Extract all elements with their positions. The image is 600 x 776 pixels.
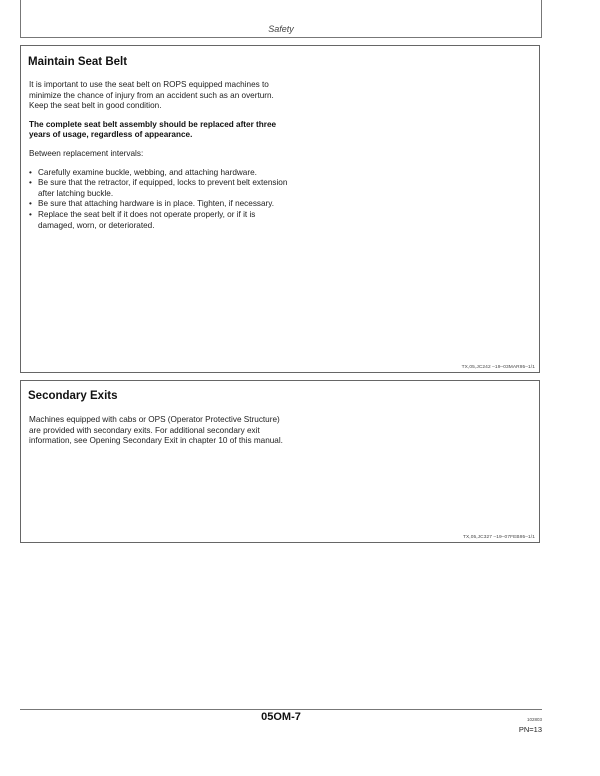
list-item: • Be sure that the retractor, if equipped, locks to prevent belt extension after latching buckle.: [29, 178, 289, 199]
list-item: • Carefully examine buckle, webbing, and attaching hardware.: [29, 168, 289, 179]
section-title: Secondary Exits: [28, 390, 118, 402]
reference-code: TX,05,JC242 –19–03MAR95–1/1: [461, 365, 535, 370]
paragraph: Machines equipped with cabs or OPS (Operator Protective Structure) are provided with secondary exits. For additional secondary exit information, see Opening Secondary Exit in chapter 10 of this manual.: [29, 415, 283, 446]
running-head: Safety: [268, 24, 294, 34]
section-title: Maintain Seat Belt: [28, 56, 128, 68]
paragraph: It is important to use the seat belt on ROPS equipped machines to minimize the chance of injury from an accident such as an overturn. Keep the seat belt in good condition.: [29, 80, 274, 111]
paragraph: Between replacement intervals:: [29, 148, 144, 158]
page-identifier: 05OM-7: [261, 711, 301, 723]
list-item: • Replace the seat belt if it does not operate properly, or if it is damaged, worn, or deteriorated.: [29, 210, 289, 231]
section-body: [29, 80, 289, 231]
bullet-list: [29, 168, 289, 232]
reference-code: TX,05,JC327 –19–07FEB95–1/1: [462, 535, 535, 540]
page-date-code: 102803: [526, 717, 542, 722]
section-body: [29, 415, 289, 455]
page-number: PN=13: [518, 725, 542, 734]
section-secondary-exits: [20, 380, 540, 543]
section-maintain-seat-belt: [20, 45, 540, 373]
paragraph-bold: The complete seat belt assembly should be replaced after three years of usage, regardless of appearance.: [29, 119, 277, 140]
list-item: • Be sure that attaching hardware is in place. Tighten, if necessary.: [29, 199, 289, 210]
footer-rule: [20, 709, 542, 710]
header-rule: [20, 37, 542, 38]
